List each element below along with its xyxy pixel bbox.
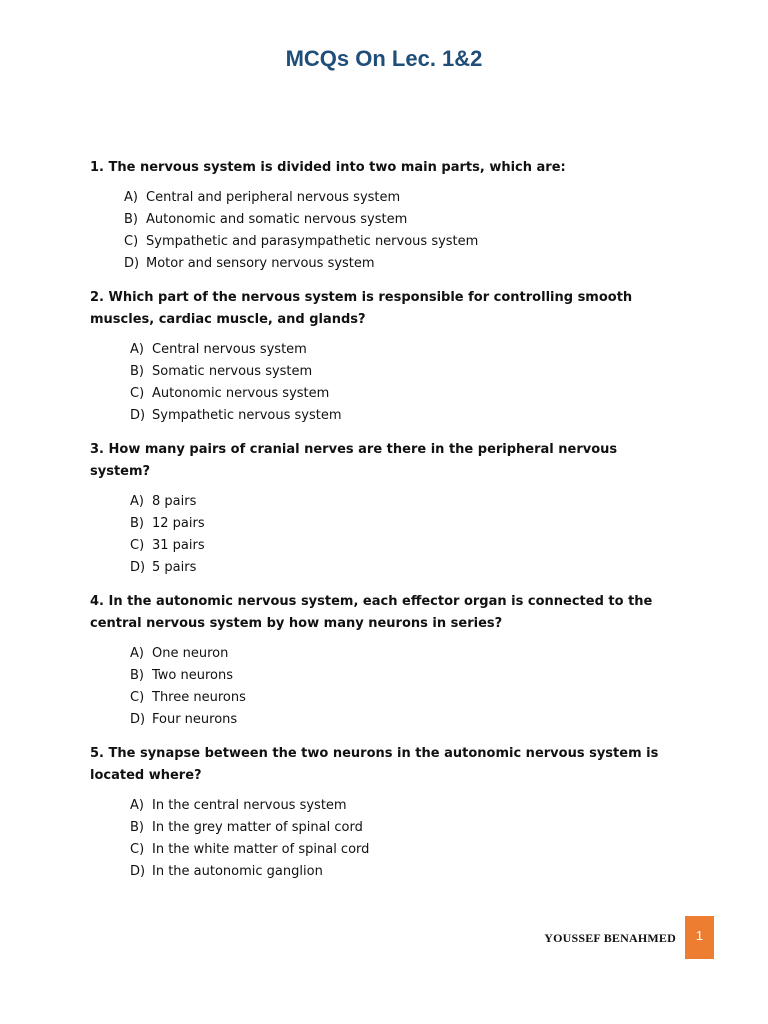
option-letter: A) — [130, 342, 144, 357]
option-d — [130, 861, 680, 883]
option-d — [130, 709, 680, 731]
question-text: 1. The nervous system is divided into two main parts, which are: — [90, 160, 566, 175]
option-text: In the autonomic ganglion — [152, 864, 323, 879]
question-5 — [90, 743, 680, 883]
option-letter: D) — [130, 712, 146, 727]
option-text: In the white matter of spinal cord — [152, 842, 370, 857]
option-letter: B) — [130, 364, 144, 379]
option-list — [90, 795, 680, 883]
option-text: 12 pairs — [152, 516, 205, 531]
option-letter: D) — [124, 256, 140, 271]
option-letter: A) — [130, 646, 144, 661]
option-list — [90, 339, 680, 427]
option-b — [130, 361, 680, 383]
option-letter: C) — [130, 842, 145, 857]
option-text: Two neurons — [152, 668, 234, 683]
option-letter: B) — [130, 516, 144, 531]
option-c — [130, 535, 680, 557]
option-text: Somatic nervous system — [152, 364, 313, 379]
page-number-badge: 1 — [685, 916, 714, 959]
option-list — [90, 643, 680, 731]
question-text: 5. The synapse between the two neurons in the autonomic nervous system is located where? — [90, 746, 659, 783]
option-a — [130, 795, 680, 817]
option-letter: A) — [130, 798, 144, 813]
option-text: In the grey matter of spinal cord — [152, 820, 363, 835]
option-list — [90, 187, 680, 275]
question-text: 2. Which part of the nervous system is responsible for controlling smooth muscles, cardiac muscle, and glands? — [90, 290, 633, 327]
option-c — [130, 839, 680, 861]
option-text: 5 pairs — [152, 560, 197, 575]
option-letter: C) — [130, 690, 145, 705]
question-text: 4. In the autonomic nervous system, each effector organ is connected to the central nervous system by how many neurons in series? — [90, 594, 653, 631]
option-letter: D) — [130, 408, 146, 423]
option-letter: D) — [130, 560, 146, 575]
option-text: Central and peripheral nervous system — [146, 190, 401, 205]
option-text: Sympathetic nervous system — [152, 408, 342, 423]
option-c — [124, 231, 680, 253]
option-letter: C) — [130, 538, 145, 553]
option-a — [124, 187, 680, 209]
option-text: Four neurons — [152, 712, 238, 727]
option-d — [124, 253, 680, 275]
option-a — [130, 491, 680, 513]
option-b — [124, 209, 680, 231]
option-letter: A) — [124, 190, 138, 205]
question-3 — [90, 439, 680, 579]
option-text: One neuron — [152, 646, 229, 661]
question-1 — [90, 157, 680, 275]
question-list — [90, 157, 680, 895]
question-2 — [90, 287, 680, 427]
option-list — [90, 491, 680, 579]
option-text: 8 pairs — [152, 494, 197, 509]
option-text: Motor and sensory nervous system — [146, 256, 375, 271]
option-text: Three neurons — [152, 690, 246, 705]
option-c — [130, 687, 680, 709]
option-letter: D) — [130, 864, 146, 879]
option-b — [130, 665, 680, 687]
option-a — [130, 643, 680, 665]
option-d — [130, 557, 680, 579]
option-text: 31 pairs — [152, 538, 205, 553]
question-4 — [90, 591, 680, 731]
option-text: Central nervous system — [152, 342, 307, 357]
option-a — [130, 339, 680, 361]
option-letter: C) — [124, 234, 139, 249]
option-c — [130, 383, 680, 405]
option-letter: B) — [124, 212, 138, 227]
question-text: 3. How many pairs of cranial nerves are there in the peripheral nervous system? — [90, 442, 618, 479]
option-letter: B) — [130, 820, 144, 835]
option-d — [130, 405, 680, 427]
option-text: Autonomic nervous system — [152, 386, 330, 401]
option-text: In the central nervous system — [152, 798, 347, 813]
option-letter: B) — [130, 668, 144, 683]
page-title: MCQs On Lec. 1&2 — [285, 46, 483, 71]
footer-author: YOUSSEF BENAHMED — [544, 931, 676, 945]
option-letter: A) — [130, 494, 144, 509]
option-letter: C) — [130, 386, 145, 401]
option-text: Sympathetic and parasympathetic nervous system — [146, 234, 479, 249]
option-b — [130, 817, 680, 839]
option-text: Autonomic and somatic nervous system — [146, 212, 408, 227]
option-b — [130, 513, 680, 535]
